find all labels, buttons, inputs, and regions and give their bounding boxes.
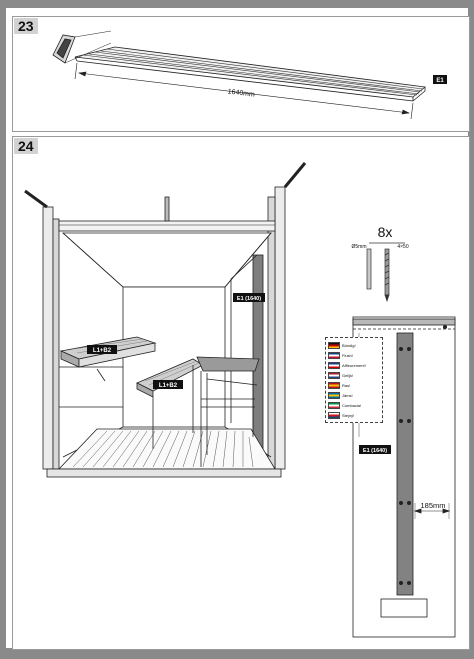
flag-text: Affleurement! — [342, 362, 366, 368]
bench-upper-tag: L1+B2 — [92, 348, 112, 354]
flag-it-icon — [328, 402, 340, 409]
flag-fr-icon — [328, 362, 340, 369]
flag-row — [328, 410, 380, 420]
flag-text: Bündig! — [342, 342, 356, 348]
screw-length: 4×50 — [397, 244, 409, 250]
instruction-sheet — [6, 8, 468, 648]
flag-es-icon — [328, 382, 340, 389]
flag-text: Flush! — [342, 352, 353, 358]
post-tag: E1 (1640) — [236, 296, 262, 302]
flag-text: Combacia! — [342, 402, 362, 408]
flag-row — [328, 340, 380, 350]
flag-row — [328, 360, 380, 370]
step-24-illustration — [13, 137, 469, 649]
screw-count: 8x — [377, 224, 393, 240]
step-24-panel — [12, 136, 470, 650]
flag-row — [328, 400, 380, 410]
flag-gb-icon — [328, 352, 340, 359]
flag-row — [328, 370, 380, 380]
screw-icon — [367, 243, 405, 301]
flag-cz-icon — [328, 412, 340, 419]
detail-tag: E1 (1640) — [362, 448, 388, 454]
flag-row — [328, 380, 380, 390]
flag-text: Jäms! — [342, 392, 353, 398]
dimension-label: 1640mm — [227, 88, 256, 99]
flag-list — [328, 340, 380, 420]
flag-row — [328, 390, 380, 400]
flag-row — [328, 350, 380, 360]
flag-nl-icon — [328, 372, 340, 379]
flush-warning-legend — [325, 337, 383, 423]
sauna-cabin — [25, 163, 305, 477]
flag-text: Stejný! — [342, 412, 355, 418]
part-tag: E1 — [436, 78, 444, 84]
step-number: 24 — [14, 138, 38, 154]
flag-se-icon — [328, 392, 340, 399]
detail-dimension: 185mm — [420, 501, 446, 510]
flag-text: Gelijk! — [342, 372, 354, 378]
flag-de-icon — [328, 342, 340, 349]
bench-lower-tag: L1+B2 — [158, 383, 178, 389]
step-number: 23 — [14, 18, 38, 34]
step-23-illustration — [13, 17, 469, 131]
step-23-panel — [12, 16, 470, 132]
screw-diameter: Ø5mm — [351, 244, 367, 250]
flag-text: Ras! — [342, 382, 351, 388]
